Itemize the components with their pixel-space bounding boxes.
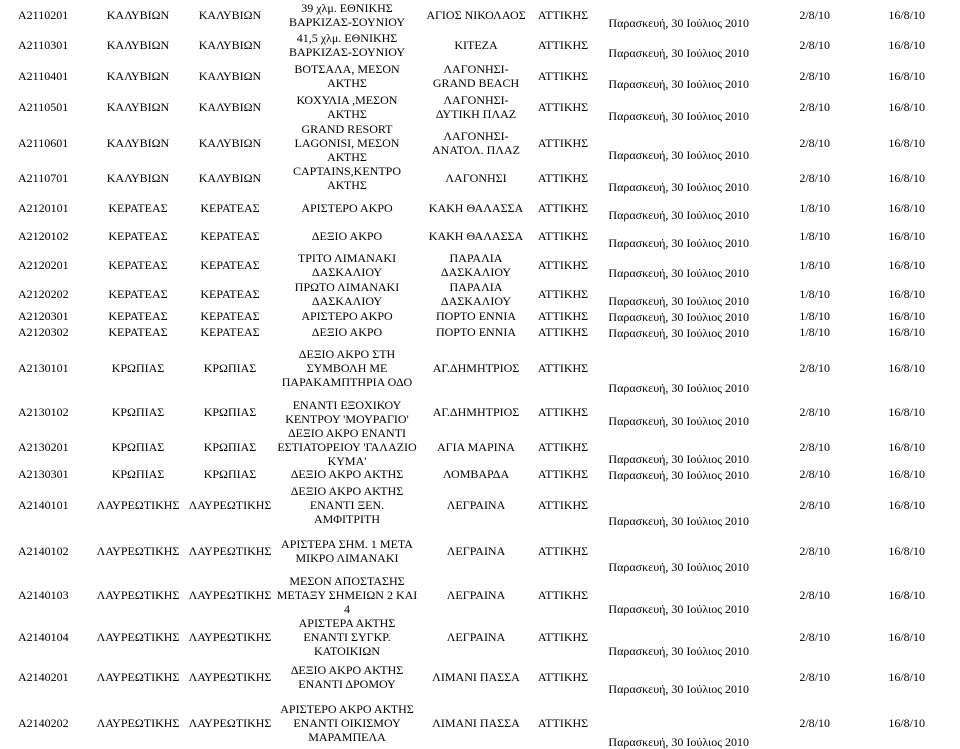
cell-loc [276, 280, 418, 308]
cell-d1: 2/8/10 [799, 544, 830, 558]
cell-d1: 2/8/10 [799, 440, 830, 454]
cell-beach: ΛΙΜΑΝΙ ΠΑΣΣΑ [432, 715, 520, 730]
cell-date: Παρασκευή, 30 Ιούλιος 2010 [608, 468, 749, 482]
table-row [0, 308, 960, 324]
cell-dem2: ΚΑΛΥΒΙΩΝ [198, 8, 262, 22]
cell-d1: 2/8/10 [799, 38, 830, 52]
cell-line: ΕΝΑΝΤΙ ΣΥΓΚΡ. [303, 630, 391, 644]
cell-beach [418, 91, 534, 123]
cell-dem: ΚΕΡΑΤΕΑΣ [108, 287, 168, 301]
cell-date: Παρασκευή, 30 Ιούλιος 2010 [608, 560, 749, 574]
cell-line: ΔΕΞΙΟ ΑΚΡΟ ΕΝΑΝΤΙ [287, 426, 407, 440]
cell-region: ΑΤΤΙΚΗΣ [537, 38, 589, 52]
cell-dem: ΚΡΩΠΙΑΣ [111, 440, 165, 454]
cell-line: ΔΑΣΚΑΛΙΟΥ [440, 265, 512, 279]
cell-region: ΑΤΤΙΚΗΣ [537, 404, 589, 419]
cell-line: ΑΡΙΣΤΕΡΑ ΣΗΜ. 1 ΜΕΤΑ [281, 537, 413, 551]
cell-d1: 2/8/10 [799, 135, 830, 150]
cell-dem: ΚΑΛΥΒΙΩΝ [106, 38, 170, 52]
cell-date: Παρασκευή, 30 Ιούλιος 2010 [608, 46, 749, 60]
cell-beach: ΛΕΓΡΑΙΝΑ [446, 544, 506, 558]
cell-loc [276, 428, 418, 466]
cell-line: GRAND BEACH [432, 75, 520, 90]
cell-line: ΜΕΤΑΞΥ ΣΗΜΕΙΩΝ 2 ΚΑΙ [276, 588, 418, 602]
cell-code: A2140104 [18, 630, 69, 644]
cell-beach: ΑΓ.ΔΗΜΗΤΡΙΟΣ [432, 360, 520, 375]
cell-loc [276, 658, 418, 696]
cell-code: A2140201 [18, 670, 69, 684]
cell-d2: 16/8/10 [888, 467, 925, 481]
cell-date: Παρασκευή, 30 Ιούλιος 2010 [608, 514, 749, 528]
cell-line: LAGONISI, ΜΕΣΟΝ [294, 135, 400, 150]
cell-line: ΔΑΣΚΑΛΙΟΥ [311, 294, 383, 308]
table-row [0, 0, 960, 30]
cell-beach: ΛΕΓΡΑΙΝΑ [446, 588, 506, 602]
cell-dem: ΚΡΩΠΙΑΣ [111, 404, 165, 419]
cell-loc: ΔΕΞΙΟ ΑΚΡΟ [311, 229, 383, 243]
cell-line: ΚΥΜΑ' [327, 454, 367, 468]
cell-dem2: ΚΡΩΠΙΑΣ [203, 467, 257, 481]
cell-dem2: ΚΕΡΑΤΕΑΣ [200, 287, 260, 301]
cell-code: A2110701 [18, 171, 69, 185]
cell-beach: ΑΓΙΑ ΜΑΡΙΝΑ [437, 440, 515, 454]
cell-beach: ΠΟΡΤΟ ΕΝΝΙΑ [435, 325, 517, 339]
cell-line: ΣΥΜΒΟΛΗ ΜΕ [306, 360, 388, 375]
cell-loc [276, 30, 418, 60]
cell-date: Παρασκευή, 30 Ιούλιος 2010 [608, 77, 749, 91]
cell-beach: ΛΕΓΡΑΙΝΑ [446, 630, 506, 644]
cell-loc: ΑΡΙΣΤΕΡΟ ΑΚΡΟ [301, 201, 393, 215]
cell-region: ΑΤΤΙΚΗΣ [537, 201, 589, 215]
cell-line: GRAND RESORT [301, 121, 393, 136]
cell-d1: 2/8/10 [799, 100, 830, 114]
cell-code: A2110401 [18, 68, 69, 83]
cell-line: ΛΑΓΟΝΗΣΙ- [443, 93, 509, 107]
cell-region: ΑΤΤΙΚΗΣ [537, 588, 589, 602]
cell-line: ΠΑΡΑΛΙΑ [449, 280, 503, 294]
cell-region: ΑΤΤΙΚΗΣ [537, 8, 589, 22]
cell-dem2: ΛΑΥΡΕΩΤΙΚΗΣ [188, 588, 272, 602]
cell-d1: 2/8/10 [799, 467, 830, 481]
table-row [0, 162, 960, 194]
cell-region: ΑΤΤΙΚΗΣ [537, 258, 589, 272]
cell-date: Παρασκευή, 30 Ιούλιος 2010 [608, 602, 749, 616]
cell-line: ΜΕΣΟΝ ΑΠΟΣΤΑΣΗΣ [289, 574, 405, 588]
cell-dem: ΛΑΥΡΕΩΤΙΚΗΣ [96, 715, 180, 730]
cell-dem: ΚΡΩΠΙΑΣ [111, 360, 165, 375]
cell-region: ΑΤΤΙΚΗΣ [537, 100, 589, 114]
cell-d2: 16/8/10 [888, 498, 925, 512]
cell-date: Παρασκευή, 30 Ιούλιος 2010 [608, 414, 749, 428]
cell-dem: ΛΑΥΡΕΩΤΙΚΗΣ [96, 630, 180, 644]
cell-dem2: ΚΑΛΥΒΙΩΝ [198, 100, 262, 114]
cell-loc [276, 0, 418, 30]
cell-line: ΑΚΤΗΣ [327, 75, 367, 90]
cell-code: A2130101 [18, 360, 69, 375]
cell-loc [276, 574, 418, 616]
cell-code: A2120201 [18, 258, 69, 272]
cell-region: ΑΤΤΙΚΗΣ [537, 544, 589, 558]
cell-d1: 1/8/10 [799, 287, 830, 301]
cell-loc [276, 616, 418, 658]
cell-code: A2110501 [18, 100, 69, 114]
cell-line: 4 [344, 602, 350, 616]
cell-date: Παρασκευή, 30 Ιούλιος 2010 [608, 109, 749, 123]
cell-line: ΑΡΙΣΤΕΡΟ ΑΚΡΟ ΑΚΤΗΣ [280, 701, 414, 716]
cell-line: ΔΕΞΙΟ ΑΚΡΟ ΑΚΤΗΣ [290, 484, 404, 498]
cell-line: ΠΑΡΑΛΙΑ [449, 251, 503, 265]
cell-line: ΔΑΣΚΑΛΙΟΥ [440, 294, 512, 308]
cell-d1: 2/8/10 [799, 171, 830, 185]
cell-date: Παρασκευή, 30 Ιούλιος 2010 [608, 326, 749, 340]
cell-line: ΒΑΡΚΙΖΑΣ-ΣΟΥΝΙΟΥ [288, 15, 406, 29]
cell-code: A2120101 [18, 201, 69, 215]
cell-beach [418, 60, 534, 91]
cell-line: ΚΕΝΤΡΟΥ 'ΜΟΥΡΑΓΙΟ' [285, 411, 409, 426]
cell-loc [276, 528, 418, 574]
cell-dem: ΚΕΡΑΤΕΑΣ [108, 258, 168, 272]
cell-line: ΛΑΓΟΝΗΣΙ- [443, 61, 509, 76]
cell-d2: 16/8/10 [888, 135, 925, 150]
cell-line: ΛΑΓΟΝΗΣΙ- [443, 128, 509, 143]
cell-region: ΑΤΤΙΚΗΣ [537, 135, 589, 150]
cell-d2: 16/8/10 [888, 544, 925, 558]
table-row [0, 60, 960, 91]
cell-region: ΑΤΤΙΚΗΣ [537, 360, 589, 375]
cell-code: A2140102 [18, 544, 69, 558]
cell-date: Παρασκευή, 30 Ιούλιος 2010 [608, 236, 749, 250]
cell-line: ΑΚΤΗΣ [327, 149, 367, 164]
cell-d2: 16/8/10 [888, 715, 925, 730]
cell-date: Παρασκευή, 30 Ιούλιος 2010 [608, 310, 749, 324]
cell-code: A2110301 [18, 38, 69, 52]
cell-beach [418, 280, 534, 308]
cell-dem: ΚΡΩΠΙΑΣ [111, 467, 165, 481]
cell-d2: 16/8/10 [888, 309, 925, 323]
cell-d1: 2/8/10 [799, 715, 830, 730]
cell-date: Παρασκευή, 30 Ιούλιος 2010 [608, 180, 749, 194]
cell-line: ΠΑΡΑΚΑΜΠΤΗΡΙΑ ΟΔΟ [281, 374, 413, 389]
cell-line: ΒΟΤΣΑΛΑ, ΜΕΣΟΝ [294, 61, 400, 76]
cell-region: ΑΤΤΙΚΗΣ [537, 171, 589, 185]
cell-beach: ΛΕΓΡΑΙΝΑ [446, 498, 506, 512]
cell-line: ΕΝΑΝΤΙ ΕΞΟΧΙΚΟΥ [292, 397, 402, 412]
cell-loc [276, 696, 418, 749]
table-row [0, 466, 960, 482]
table-row [0, 528, 960, 574]
cell-beach: ΚΙΤΕΖΑ [454, 38, 498, 52]
cell-d2: 16/8/10 [888, 38, 925, 52]
cell-beach: ΚΑΚΗ ΘΑΛΑΣΣΑ [428, 229, 524, 243]
cell-d1: 2/8/10 [799, 498, 830, 512]
cell-beach: ΑΓ.ΔΗΜΗΤΡΙΟΣ [432, 404, 520, 419]
cell-line: ΑΚΤΗΣ [327, 178, 367, 192]
cell-d2: 16/8/10 [888, 440, 925, 454]
cell-region: ΑΤΤΙΚΗΣ [537, 229, 589, 243]
cell-code: A2140103 [18, 588, 69, 602]
cell-line: ΔΕΞΙΟ ΑΚΡΟ ΣΤΗ [298, 346, 396, 361]
table-row [0, 30, 960, 60]
cell-dem2: ΚΡΩΠΙΑΣ [203, 440, 257, 454]
cell-d1: 1/8/10 [799, 201, 830, 215]
table-row [0, 616, 960, 658]
cell-d1: 1/8/10 [799, 229, 830, 243]
cell-line: ΜΙΚΡΟ ΛΙΜΑΝΑΚΙ [295, 551, 399, 565]
cell-line: ΒΑΡΚΙΖΑΣ-ΣΟΥΝΙΟΥ [288, 45, 406, 59]
cell-region: ΑΤΤΙΚΗΣ [537, 498, 589, 512]
cell-dem2: ΚΕΡΑΤΕΑΣ [200, 229, 260, 243]
cell-code: A2130201 [18, 440, 69, 454]
cell-d1: 2/8/10 [799, 670, 830, 684]
cell-loc [276, 250, 418, 280]
cell-dem2: ΚΕΡΑΤΕΑΣ [200, 201, 260, 215]
table-row [0, 658, 960, 696]
cell-line: ΜΑΡΑΜΠΕΛΑ [308, 729, 386, 744]
cell-d2: 16/8/10 [888, 201, 925, 215]
cell-beach: ΛΟΜΒΑΡΔΑ [442, 467, 510, 481]
cell-dem: ΚΕΡΑΤΕΑΣ [108, 325, 168, 339]
cell-date: Παρασκευή, 30 Ιούλιος 2010 [608, 266, 749, 280]
cell-line: ΑΝΑΤΟΛ. ΠΛΑΖ [432, 142, 520, 157]
cell-loc: ΔΕΞΙΟ ΑΚΡΟ ΑΚΤΗΣ [290, 467, 404, 481]
cell-beach: ΛΙΜΑΝΙ ΠΑΣΣΑ [432, 670, 520, 684]
cell-dem: ΛΑΥΡΕΩΤΙΚΗΣ [96, 670, 180, 684]
cell-region: ΑΤΤΙΚΗΣ [537, 440, 589, 454]
cell-dem2: ΚΑΛΥΒΙΩΝ [198, 68, 262, 83]
cell-date: Παρασκευή, 30 Ιούλιος 2010 [608, 381, 749, 395]
cell-dem2: ΛΑΥΡΕΩΤΙΚΗΣ [188, 715, 272, 730]
cell-line: ΤΡΙΤΟ ΛΙΜΑΝΑΚΙ [297, 251, 397, 265]
cell-d1: 2/8/10 [799, 404, 830, 419]
cell-beach: ΛΑΓΟΝΗΣΙ [445, 171, 507, 185]
cell-line: ΑΡΙΣΤΕΡΑ ΑΚΤΗΣ [298, 616, 396, 630]
cell-d1: 2/8/10 [799, 360, 830, 375]
cell-line: ΚΟΧΥΛΙΑ ,ΜΕΣΟΝ [296, 93, 398, 107]
cell-d1: 2/8/10 [799, 630, 830, 644]
cell-dem2: ΛΑΥΡΕΩΤΙΚΗΣ [188, 498, 272, 512]
cell-line: ΕΝΑΝΤΙ ΟΙΚΙΣΜΟΥ [293, 715, 401, 730]
cell-loc [276, 162, 418, 194]
table-row [0, 222, 960, 250]
cell-code: A2110201 [18, 8, 69, 22]
cell-d1: 1/8/10 [799, 309, 830, 323]
cell-d2: 16/8/10 [888, 360, 925, 375]
cell-dem2: ΚΡΩΠΙΑΣ [203, 360, 257, 375]
table-row [0, 91, 960, 123]
cell-d2: 16/8/10 [888, 670, 925, 684]
cell-loc: ΔΕΞΙΟ ΑΚΡΟ [311, 325, 383, 339]
cell-dem: ΛΑΥΡΕΩΤΙΚΗΣ [96, 588, 180, 602]
cell-dem2: ΛΑΥΡΕΩΤΙΚΗΣ [188, 670, 272, 684]
cell-dem2: ΚΡΩΠΙΑΣ [203, 404, 257, 419]
cell-d2: 16/8/10 [888, 8, 925, 22]
table-row [0, 250, 960, 280]
cell-d2: 16/8/10 [888, 258, 925, 272]
cell-loc [276, 123, 418, 162]
table-row [0, 194, 960, 222]
cell-line: 41,5 χλμ. ΕΘΝΙΚΗΣ [296, 31, 398, 45]
cell-line: 39 χλμ. ΕΘΝΙΚΗΣ [301, 1, 393, 15]
cell-d2: 16/8/10 [888, 171, 925, 185]
cell-d1: 2/8/10 [799, 68, 830, 83]
table-row [0, 482, 960, 528]
cell-d1: 2/8/10 [799, 8, 830, 22]
cell-dem2: ΚΕΡΑΤΕΑΣ [200, 325, 260, 339]
cell-beach [418, 123, 534, 162]
cell-region: ΑΤΤΙΚΗΣ [537, 309, 589, 323]
cell-d2: 16/8/10 [888, 229, 925, 243]
cell-dem2: ΛΑΥΡΕΩΤΙΚΗΣ [188, 544, 272, 558]
cell-dem: ΚΑΛΥΒΙΩΝ [106, 68, 170, 83]
cell-loc: ΑΡΙΣΤΕΡΟ ΑΚΡΟ [301, 309, 393, 323]
cell-dem2: ΚΑΛΥΒΙΩΝ [198, 171, 262, 185]
cell-region: ΑΤΤΙΚΗΣ [537, 670, 589, 684]
cell-dem2: ΛΑΥΡΕΩΤΙΚΗΣ [188, 630, 272, 644]
cell-dem: ΚΕΡΑΤΕΑΣ [108, 309, 168, 323]
cell-beach [418, 250, 534, 280]
cell-region: ΑΤΤΙΚΗΣ [537, 467, 589, 481]
cell-d2: 16/8/10 [888, 287, 925, 301]
cell-line: ΕΝΑΝΤΙ ΞΕΝ. ΑΜΦΙΤΡΙΤΗ [309, 498, 385, 526]
cell-d1: 1/8/10 [799, 258, 830, 272]
cell-line: ΔΑΣΚΑΛΙΟΥ [311, 265, 383, 279]
cell-d2: 16/8/10 [888, 630, 925, 644]
cell-dem: ΚΑΛΥΒΙΩΝ [106, 171, 170, 185]
cell-dem2: ΚΑΛΥΒΙΩΝ [198, 38, 262, 52]
cell-region: ΑΤΤΙΚΗΣ [537, 287, 589, 301]
cell-dem: ΛΑΥΡΕΩΤΙΚΗΣ [96, 498, 180, 512]
cell-line: CAPTAINS,ΚΕΝΤΡΟ [292, 164, 402, 178]
cell-line: ΑΚΤΗΣ [327, 107, 367, 121]
cell-dem2: ΚΑΛΥΒΙΩΝ [198, 135, 262, 150]
cell-loc [276, 482, 418, 528]
cell-date: Παρασκευή, 30 Ιούλιος 2010 [608, 644, 749, 658]
cell-code: A2130102 [18, 404, 69, 419]
cell-code: A2120102 [18, 229, 69, 243]
cell-date: Παρασκευή, 30 Ιούλιος 2010 [608, 148, 749, 162]
cell-code: A2120302 [18, 325, 69, 339]
cell-code: A2120301 [18, 309, 69, 323]
cell-line: ΚΑΤΟΙΚΙΩΝ [313, 644, 381, 658]
cell-code: A2130301 [18, 467, 69, 481]
cell-d2: 16/8/10 [888, 588, 925, 602]
cell-code: A2140101 [18, 498, 69, 512]
cell-loc [276, 340, 418, 395]
cell-line: ΕΣΤΙΑΤΟΡΕΙΟΥ 'ΓΑΛΑΖΙΟ [277, 440, 417, 454]
cell-beach: ΠΟΡΤΟ ΕΝΝΙΑ [435, 309, 517, 323]
cell-loc [276, 395, 418, 428]
table-row [0, 428, 960, 466]
cell-loc [276, 91, 418, 123]
cell-date: Παρασκευή, 30 Ιούλιος 2010 [608, 682, 749, 696]
cell-region: ΑΤΤΙΚΗΣ [537, 715, 589, 730]
cell-line: ΠΡΩΤΟ ΛΙΜΑΝΑΚΙ [294, 280, 400, 294]
cell-date: Παρασκευή, 30 Ιούλιος 2010 [608, 735, 749, 749]
cell-loc [276, 60, 418, 91]
cell-region: ΑΤΤΙΚΗΣ [537, 68, 589, 83]
cell-d2: 16/8/10 [888, 68, 925, 83]
cell-d1: 1/8/10 [799, 325, 830, 339]
cell-code: A2140202 [18, 715, 69, 730]
cell-beach: ΚΑΚΗ ΘΑΛΑΣΣΑ [428, 201, 524, 215]
cell-dem2: ΚΕΡΑΤΕΑΣ [200, 258, 260, 272]
cell-region: ΑΤΤΙΚΗΣ [537, 630, 589, 644]
cell-dem: ΛΑΥΡΕΩΤΙΚΗΣ [96, 544, 180, 558]
cell-line: ΕΝΑΝΤΙ ΔΡΟΜΟΥ [298, 677, 396, 691]
table-row [0, 123, 960, 162]
table-row [0, 324, 960, 340]
cell-dem: ΚΑΛΥΒΙΩΝ [106, 100, 170, 114]
cell-line: ΔΥΤΙΚΗ ΠΛΑΖ [435, 107, 517, 121]
cell-date: Παρασκευή, 30 Ιούλιος 2010 [608, 452, 749, 466]
cell-d2: 16/8/10 [888, 404, 925, 419]
cell-code: A2120202 [18, 287, 69, 301]
table-row [0, 395, 960, 428]
cell-date: Παρασκευή, 30 Ιούλιος 2010 [608, 16, 749, 30]
table-row [0, 280, 960, 308]
cell-dem: ΚΕΡΑΤΕΑΣ [108, 201, 168, 215]
table-row [0, 340, 960, 395]
cell-region: ΑΤΤΙΚΗΣ [537, 325, 589, 339]
cell-date: Παρασκευή, 30 Ιούλιος 2010 [608, 208, 749, 222]
cell-dem: ΚΑΛΥΒΙΩΝ [106, 8, 170, 22]
cell-beach: ΑΓΙΟΣ ΝΙΚΟΛΑΟΣ [426, 8, 526, 22]
table-row [0, 696, 960, 749]
cell-code: A2110601 [18, 135, 69, 150]
cell-dem: ΚΕΡΑΤΕΑΣ [108, 229, 168, 243]
cell-dem: ΚΑΛΥΒΙΩΝ [106, 135, 170, 150]
cell-dem2: ΚΕΡΑΤΕΑΣ [200, 309, 260, 323]
cell-d2: 16/8/10 [888, 100, 925, 114]
cell-line: ΔΕΞΙΟ ΑΚΡΟ ΑΚΤΗΣ [290, 663, 404, 677]
table-row [0, 574, 960, 616]
cell-d1: 2/8/10 [799, 588, 830, 602]
cell-date: Παρασκευή, 30 Ιούλιος 2010 [608, 294, 749, 308]
cell-d2: 16/8/10 [888, 325, 925, 339]
